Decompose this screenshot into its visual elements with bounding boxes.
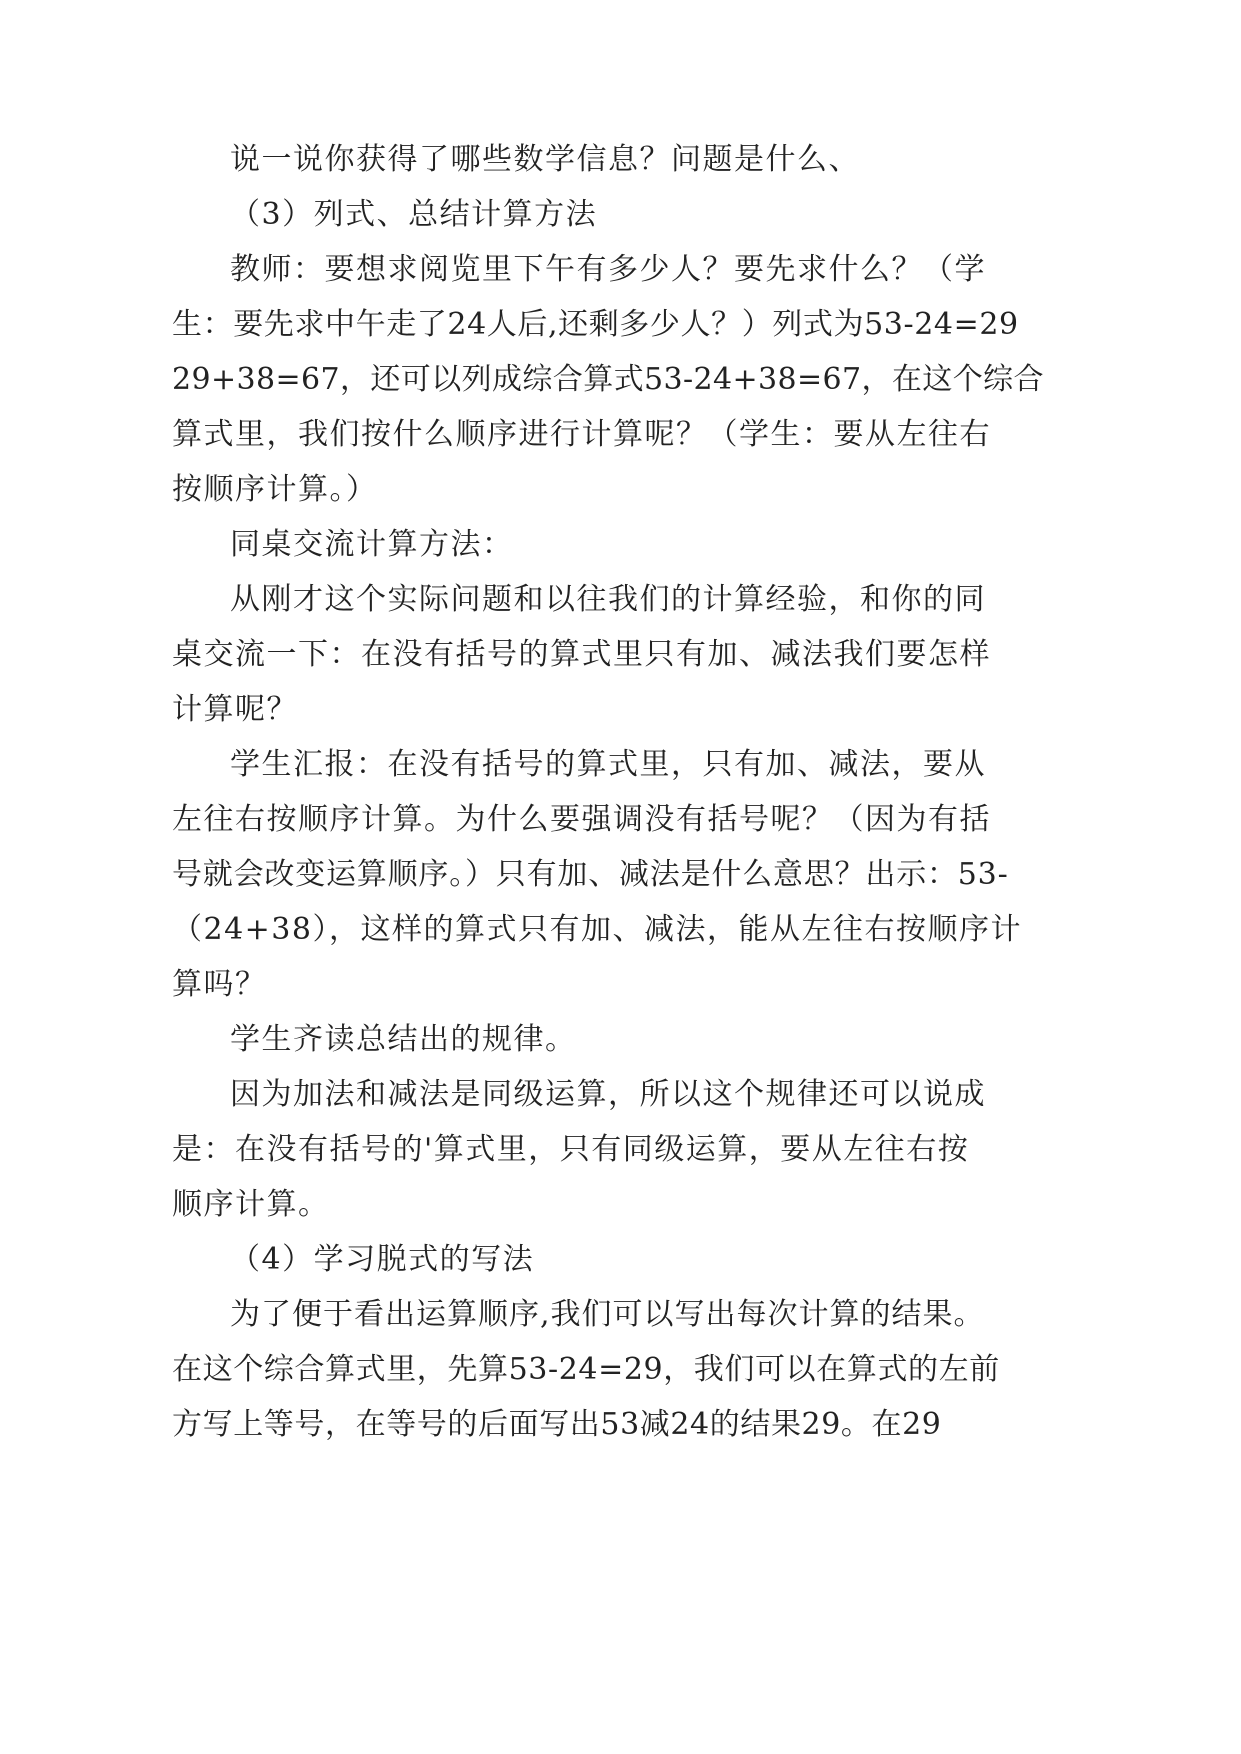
text-line: 29+38=67，还可以列成综合算式53-24+38=67，在这个综合 <box>172 362 1044 397</box>
text-line: 为了便于看出运算顺序,我们可以写出每次计算的结果。 <box>230 1297 985 1332</box>
section-heading: （4）学习脱式的写法 <box>230 1242 535 1277</box>
text-line: 因为加法和减法是同级运算，所以这个规律还可以说成 <box>230 1077 986 1112</box>
text-line: 在这个综合算式里，先算53-24=29，我们可以在算式的左前 <box>172 1352 1000 1387</box>
text-line: 左往右按顺序计算。为什么要强调没有括号呢？（因为有括 <box>172 802 991 837</box>
text-line: 号就会改变运算顺序。）只有加、减法是什么意思？出示：53- <box>172 857 1009 892</box>
text-line: 方写上等号，在等号的后面写出53减24的结果29。在29 <box>172 1407 942 1442</box>
text-line: 生：要先求中午走了24人后,还剩多少人？）列式为53-24=29 <box>172 307 1019 342</box>
text-line: 学生齐读总结出的规律。 <box>230 1022 577 1057</box>
text-line: 同桌交流计算方法： <box>230 527 514 562</box>
text-line: 按顺序计算。） <box>172 472 378 507</box>
text-line: （24+38），这样的算式只有加、减法，能从左往右按顺序计 <box>172 912 1022 947</box>
text-line: 算吗？ <box>172 967 267 1002</box>
text-line: 算式里，我们按什么顺序进行计算呢？（学生：要从左往右 <box>172 417 991 452</box>
text-line: 计算呢？ <box>172 692 298 727</box>
text-line: 学生汇报：在没有括号的算式里，只有加、减法，要从 <box>230 747 986 782</box>
text-line: 顺序计算。 <box>172 1187 330 1222</box>
text-line: 是：在没有括号的'算式里，只有同级运算，要从左往右按 <box>172 1132 970 1167</box>
text-line: 从刚才这个实际问题和以往我们的计算经验，和你的同 <box>230 582 986 617</box>
text-line: 教师：要想求阅览里下午有多少人？要先求什么？（学 <box>230 252 986 287</box>
section-heading: （3）列式、总结计算方法 <box>230 197 598 232</box>
text-line: 桌交流一下：在没有括号的算式里只有加、减法我们要怎样 <box>172 637 991 672</box>
text-line: 说一说你获得了哪些数学信息？问题是什么、 <box>230 142 860 177</box>
